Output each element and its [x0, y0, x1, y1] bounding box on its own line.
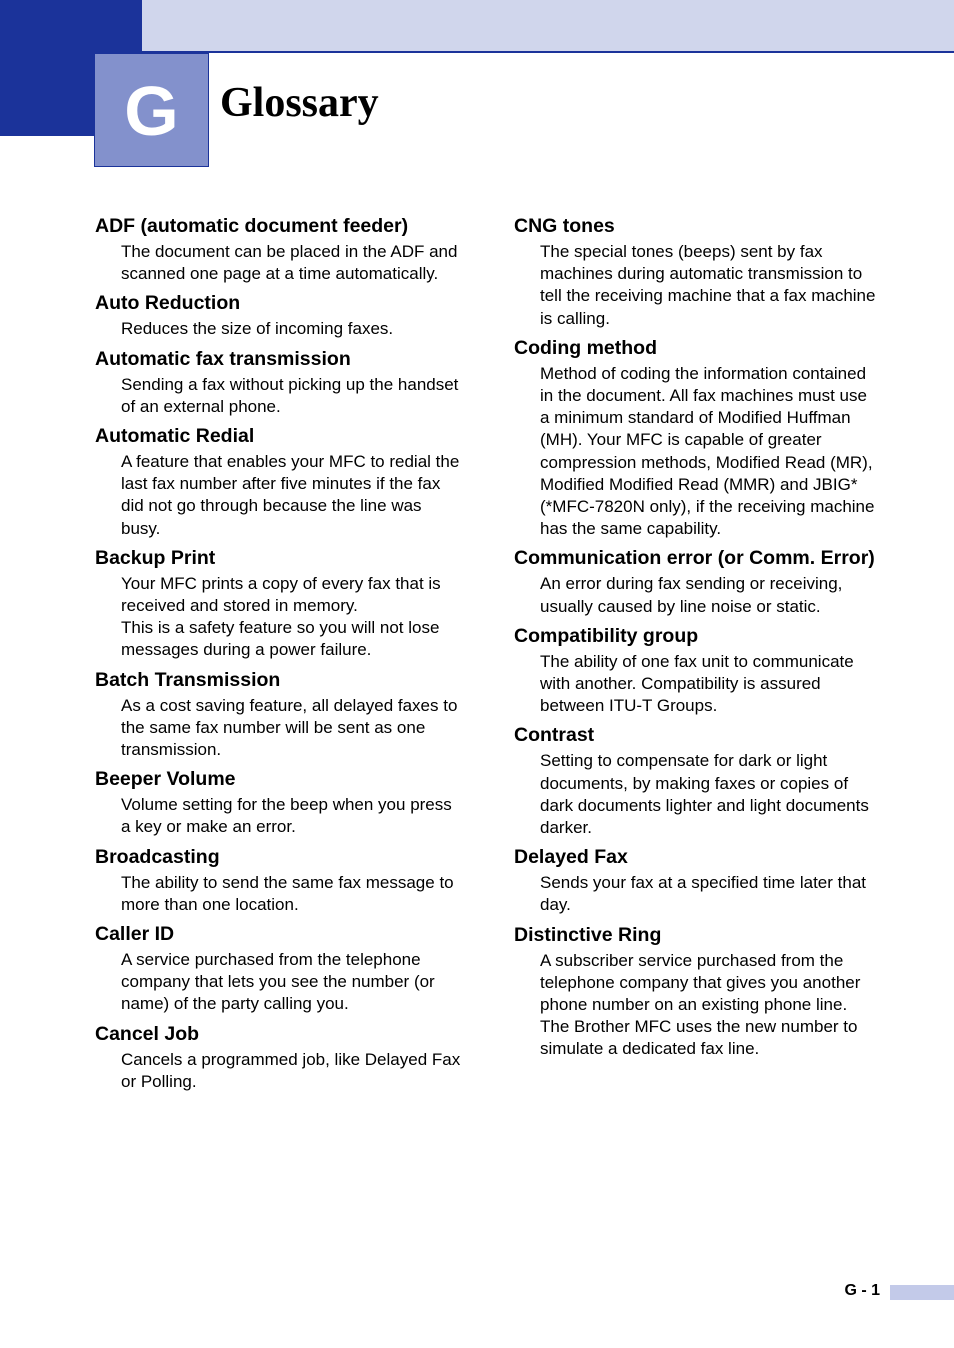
glossary-entry — [95, 767, 465, 838]
header-divider — [142, 51, 954, 53]
glossary-definition: Your MFC prints a copy of every fax that is received and stored in memory. — [121, 573, 441, 616]
page-number: G - 1 — [844, 1282, 880, 1299]
glossary-definition: An error during fax sending or receiving, usually caused by line noise or static. — [540, 574, 843, 616]
glossary-entry — [514, 923, 884, 1061]
glossary-entry — [95, 922, 465, 1016]
glossary-term: Caller ID — [95, 923, 175, 946]
glossary-term: Backup Print — [95, 546, 216, 569]
glossary-definition: A feature that enables your MFC to redial the last fax number after five minutes if the fax did not go through because the line was busy. — [121, 452, 460, 538]
glossary-definition-extra: This is a safety feature so you will not lose messages during a power failure. — [121, 618, 440, 660]
header-band-light — [142, 0, 954, 52]
glossary-entry — [95, 1022, 465, 1093]
glossary-term: Distinctive Ring — [514, 923, 662, 946]
glossary-definition: The document can be placed in the ADF and scanned one page at a time automatically. — [121, 242, 458, 284]
glossary-definition: A service purchased from the telephone company that lets you see the number (or name) of the party calling you. — [121, 950, 435, 1014]
footer-accent-bar — [890, 1285, 954, 1300]
glossary-term: Automatic fax transmission — [95, 347, 351, 370]
glossary-entry — [95, 424, 465, 540]
glossary-term: Batch Transmission — [95, 668, 281, 691]
glossary-term: ADF (automatic document feeder) — [95, 215, 409, 237]
glossary-term: Cancel Job — [95, 1022, 200, 1045]
glossary-term: Communication error (or Comm. Error) — [514, 547, 875, 570]
glossary-entry — [514, 546, 884, 617]
chapter-letter-badge: G — [94, 53, 209, 167]
glossary-definition: The special tones (beeps) sent by fax machines during automatic transmission to tell the receiving machine that a fax machine is calling. — [540, 242, 876, 328]
glossary-term: Automatic Redial — [95, 425, 255, 448]
glossary-entry — [514, 723, 884, 839]
glossary-definition: The ability to send the same fax message to more than one location. — [121, 872, 454, 914]
glossary-definition: Sends your fax at a specified time later that day. — [540, 873, 867, 915]
glossary-entry — [95, 668, 465, 762]
glossary-term: CNG tones — [514, 215, 615, 237]
glossary-term: Beeper Volume — [95, 768, 236, 791]
glossary-definition: Cancels a programmed job, like Delayed Fax or Polling. — [121, 1049, 461, 1091]
glossary-entry — [95, 214, 465, 285]
glossary-entry — [514, 845, 884, 916]
glossary-term: Coding method — [514, 336, 657, 359]
glossary-definition: As a cost saving feature, all delayed faxes to the same fax number will be sent as one transmission. — [121, 695, 458, 760]
glossary-term: Delayed Fax — [514, 846, 628, 869]
glossary-column-right — [514, 214, 884, 1067]
glossary-definition: Reduces the size of incoming faxes. — [121, 319, 394, 339]
glossary-entry — [95, 845, 465, 916]
glossary-term: Compatibility group — [514, 624, 699, 647]
glossary-term: Contrast — [514, 724, 595, 747]
glossary-entry — [514, 336, 884, 541]
glossary-definition: The ability of one fax unit to communicate with another. Compatibility is assured between ITU-T Groups. — [540, 651, 854, 716]
glossary-entry — [95, 291, 465, 340]
glossary-entry — [514, 624, 884, 718]
glossary-definition: Volume setting for the beep when you press a key or make an error. — [121, 795, 452, 837]
glossary-definition: Sending a fax without picking up the handset of an external phone. — [121, 374, 459, 416]
glossary-column-left — [95, 214, 465, 1099]
glossary-entry — [95, 546, 465, 662]
glossary-term: Auto Reduction — [95, 292, 241, 315]
glossary-definition: A subscriber service purchased from the telephone company that gives you another phone number on an existing phone line. The Brother MFC uses the new number to simulate a dedicated fax line. — [540, 950, 861, 1059]
page-title: Glossary — [220, 80, 379, 126]
glossary-entry — [95, 347, 465, 418]
glossary-definition: Method of coding the information contained in the document. All fax machines must use a minimum standard of Modified Huffman (MH). Your MFC is capable of greater compression methods, Modified Read (MR), Modified Modified Read (MMR) and JBIG* (*MFC-7820N only), if the receiving machine has the same capability. — [540, 363, 875, 539]
glossary-term: Broadcasting — [95, 845, 220, 868]
glossary-definition: Setting to compensate for dark or light documents, by making faxes or copies of dark documents lighter and light documents darker. — [540, 751, 869, 838]
glossary-entry — [514, 214, 884, 330]
